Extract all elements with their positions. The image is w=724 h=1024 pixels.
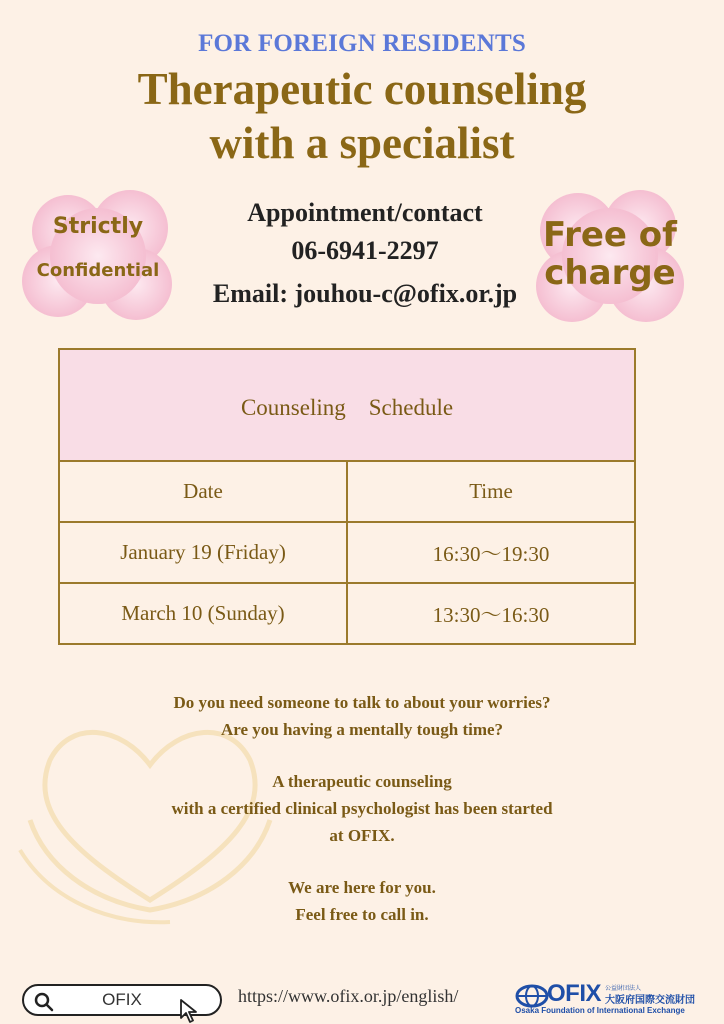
title-line-2: with a specialist — [209, 118, 515, 168]
message-line: Do you need someone to talk to about your worries? — [173, 693, 551, 712]
column-header-time: Time — [347, 461, 635, 522]
table-row — [59, 522, 635, 583]
schedule-title: Counseling Schedule — [59, 349, 635, 461]
website-link[interactable]: https://www.ofix.or.jp/english/ — [238, 986, 459, 1006]
message-line: A therapeutic counseling — [272, 772, 452, 791]
contact-phone[interactable]: 06-6941-2297 — [291, 236, 439, 265]
schedule-time-cell: 16:30〜19:30 — [347, 522, 635, 583]
schedule-date-cell: March 10 (Sunday) — [59, 583, 347, 644]
badge-text-free-of: Free of — [543, 215, 677, 255]
page-title — [0, 62, 724, 170]
message-line: with a certified clinical psychologist has been started — [171, 799, 553, 818]
title-line-1: Therapeutic counseling — [137, 64, 587, 114]
logo-english-name: Osaka Foundation of International Exchange — [515, 1006, 685, 1015]
schedule-table — [58, 348, 636, 645]
globe-logo-icon — [515, 984, 549, 1008]
message-paragraph-3 — [90, 874, 634, 928]
schedule-date-cell: January 19 (Friday) — [59, 522, 347, 583]
message-line: Feel free to call in. — [295, 905, 429, 924]
cursor-pointer-icon — [178, 998, 204, 1024]
logo-mark-text: OFIX — [547, 980, 602, 1007]
message-line: Are you having a mentally tough time? — [220, 720, 504, 739]
logo-small-text: 公益財団法人 — [605, 985, 642, 992]
contact-label: Appointment/contact — [247, 198, 483, 227]
search-text: OFIX — [102, 990, 142, 1009]
logo-japanese-name: 大阪府国際交流財団 — [605, 995, 695, 1006]
badge-text-confidential: Confidential — [36, 260, 160, 281]
column-header-date: Date — [59, 461, 347, 522]
badge-text-strictly: Strictly — [52, 214, 144, 239]
message-line: We are here for you. — [288, 878, 436, 897]
message-paragraph-2 — [90, 768, 634, 849]
audience-kicker: FOR FOREIGN RESIDENTS — [198, 30, 526, 57]
contact-email[interactable]: Email: jouhou-c@ofix.or.jp — [212, 279, 518, 308]
message-paragraph-1 — [90, 689, 634, 743]
message-line: at OFIX. — [329, 826, 395, 845]
table-row — [59, 583, 635, 644]
schedule-time-cell: 13:30〜16:30 — [347, 583, 635, 644]
badge-text-charge: charge — [544, 253, 676, 293]
